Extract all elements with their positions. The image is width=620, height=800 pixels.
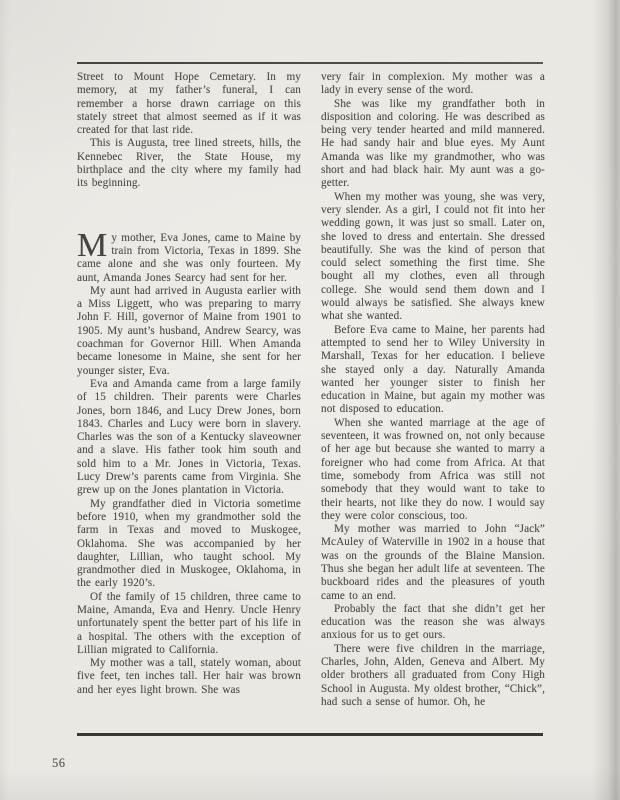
- bottom-rule: [77, 733, 543, 736]
- paragraph: My mother was a tall, stately woman, about five feet, ten inches tall. Her hair was brown and her eyes light brown. She was: [77, 657, 301, 696]
- right-column: [321, 71, 545, 709]
- section-opening-paragraph: [77, 226, 301, 285]
- paragraph: My aunt had arrived in Augusta earlier with a Miss Liggett, who was preparing to marry John F. Hill, governor of Maine from 1901 to 1905. My aunt’s husband, Andrew Searcy, was coachman for Governor Hill. When Amanda became lonesome in Maine, she sent for her younger sister, Eva.: [77, 284, 301, 377]
- paragraph: My mother was married to John “Jack” McAuley of Waterville in 1902 in a house that was on the grounds of the Blaine Mansion. Thus she began her adult life at seventeen. The buckboard rides and the pleasures of youth came to an end.: [321, 523, 545, 602]
- section-opening-text: y mother, Eva Jones, came to Maine by train from Victoria, Texas in 1899. She came alone and she was only fourteen. My aunt, Amanda Jones Searcy had sent for her.: [77, 231, 301, 284]
- paragraph: very fair in complexion. My mother was a lady in every sense of the word.: [321, 71, 545, 97]
- top-rule: [77, 62, 543, 64]
- paragraph: When she wanted marriage at the age of seventeen, it was frowned on, not only because of her age but because she wanted to marry a foreigner who had come from Africa. At that time, somebody from Africa was still not somebody that they would want to take to their hearts, not like they do now. I would say they were color conscious, too.: [321, 416, 545, 522]
- paragraph: My grandfather died in Victoria sometime before 1910, when my grandmother sold the farm in Texas and moved to Muskogee, Oklahoma. She was accompanied by her daughter, Lillian, who taught school. My grandmother died in Muskogee, Oklahoma, in the early 1920’s.: [77, 497, 301, 590]
- paragraph: When my mother was young, she was very, very slender. As a girl, I could not fit into her wedding gown, it was just so small. Later on, she loved to dress and entertain. She dressed beautifully. She was the kind of person that could select something the first time. She bought all my clothes, even all through college. She would send them down and I would always be satisfied. She always knew what she wanted.: [321, 190, 545, 323]
- page-number: 56: [52, 756, 66, 770]
- paragraph: Eva and Amanda came from a large family of 15 children. Their parents were Charles Jones, born 1846, and Lucy Drew Jones, born 1843. Charles and Lucy were born in slavery. Charles was the son of a Kentucky slaveowner and a slave. His father took him south and sold him to a Mr. Jones in Victoria, Texas. Lucy Drew’s parents came from Virginia. She grew up on the Jones plantation in Victoria.: [77, 377, 301, 497]
- paragraph: Of the family of 15 children, three came to Maine, Amanda, Eva and Henry. Uncle Henry unfortunately spent the better part of his life in a hospital. The others with the exception of Lillian migrated to California.: [77, 590, 301, 656]
- right-paragraphs: [321, 71, 545, 709]
- paragraph: Probably the fact that she didn’t get her education was the reason she was always anxious for us to get ours.: [321, 602, 545, 642]
- left-paragraphs: [77, 285, 301, 697]
- paragraph: There were five children in the marriage, Charles, John, Alden, Geneva and Albert. My older brothers all graduated from Cony High School in Augusta. My oldest brother, “Chick”, had such a sense of humor. Oh, he: [321, 642, 545, 708]
- drop-cap: M: [77, 226, 108, 264]
- left-continuation-paragraphs: [77, 71, 301, 191]
- left-column: [77, 71, 301, 697]
- paragraph: Before Eva came to Maine, her parents had attempted to send her to Wiley University in Marshall, Texas for her education. I believe she stayed only a day. Naturally Amanda wanted her younger sister to finish her education in Maine, but again my mother was not disposed to education.: [321, 323, 545, 416]
- paragraph: This is Augusta, tree lined streets, hills, the Kennebec River, the State House, my birthplace and the city where my family had its beginning.: [77, 137, 301, 190]
- paragraph: Street to Mount Hope Cemetary. In my memory, at my father’s funeral, I can remember a horse drawn carriage on this stately street that almost seemed as if it was created for that last ride.: [77, 71, 301, 137]
- paragraph: She was like my grandfather both in disposition and coloring. He was described as being very tender hearted and mild mannered. He had sandy hair and blue eyes. My Aunt Amanda was like my grandmother, who was short and had black hair. My aunt was a go-getter.: [321, 97, 545, 190]
